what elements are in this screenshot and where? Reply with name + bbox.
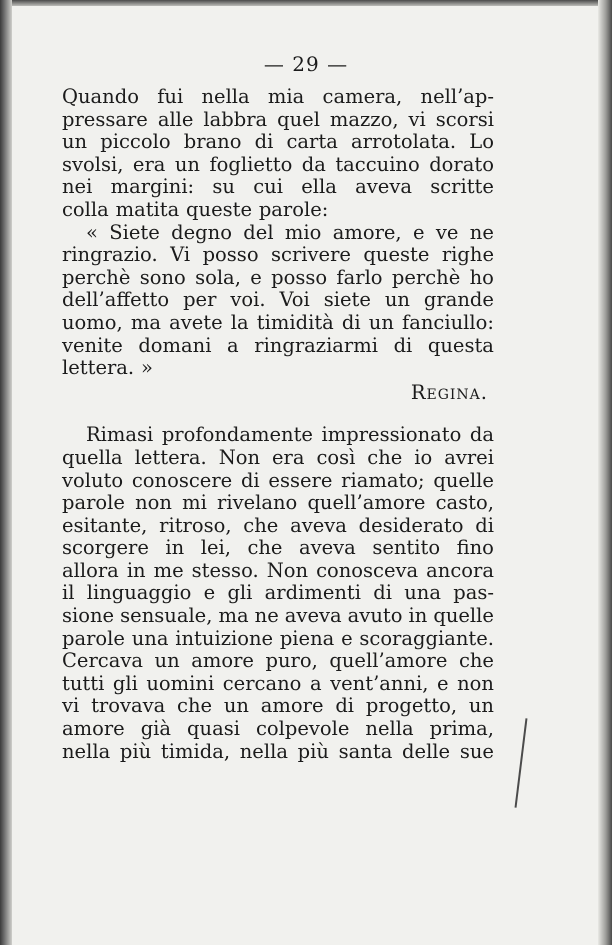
word: arrotolata. [351, 130, 457, 154]
word: il [62, 581, 75, 605]
word: conoscere [131, 468, 233, 492]
word: aveva [298, 536, 356, 560]
word: scoraggiante. [359, 626, 494, 650]
word: una [131, 626, 169, 650]
word: Voi [279, 288, 310, 312]
text-line [62, 515, 494, 538]
word: allora [62, 558, 119, 582]
word: matita [115, 197, 180, 221]
word: avete [169, 310, 223, 334]
word: perchè [62, 265, 131, 289]
word: uomo, [62, 310, 123, 334]
word: e [341, 626, 353, 650]
word: labbra [203, 107, 268, 131]
word: farlo [336, 265, 383, 289]
text-line [62, 335, 494, 358]
word: perchè [391, 265, 461, 289]
text-line [62, 267, 494, 290]
word: dorato [429, 152, 494, 176]
word: Lo [469, 130, 494, 154]
word: ma [218, 604, 249, 628]
word: gli [112, 671, 138, 695]
word: un [174, 152, 200, 176]
word: da [469, 423, 494, 447]
word: timidità [256, 310, 334, 334]
word: siete [323, 288, 371, 312]
text-line [62, 176, 494, 199]
word: trovava [91, 694, 166, 718]
word: ne [469, 220, 494, 244]
book-spine-shadow [0, 0, 12, 945]
word: ho [469, 265, 494, 289]
scan-right-edge [598, 0, 612, 945]
word: un [154, 649, 180, 673]
word: di [373, 581, 392, 605]
text-line [62, 741, 494, 764]
word: e [412, 220, 425, 244]
text-line [62, 244, 494, 267]
word: di [254, 130, 274, 154]
word: un [384, 288, 410, 312]
word: mia [267, 85, 305, 108]
text-line [62, 628, 494, 651]
word: grande [423, 288, 494, 312]
text-line [62, 673, 494, 696]
word: taccuino [335, 152, 420, 176]
word: in [165, 536, 185, 560]
word: desiderato [358, 513, 464, 537]
word: linguaggio [86, 581, 192, 605]
word: piena [279, 626, 335, 650]
word: e [250, 265, 262, 289]
word: « [86, 220, 98, 244]
word: essere [268, 468, 333, 492]
signature [62, 382, 494, 405]
word: nell’ap- [420, 85, 494, 108]
text-line [62, 492, 494, 515]
text-line [62, 199, 494, 222]
word: io [414, 445, 433, 469]
word: un [62, 130, 88, 154]
word: timida, [160, 739, 231, 763]
word: progetto, [365, 694, 458, 718]
word: del [243, 220, 274, 244]
word: posso [271, 265, 328, 289]
word: ne [254, 604, 279, 628]
word: a [309, 671, 322, 695]
word: margini: [110, 175, 195, 199]
text-line [62, 650, 494, 673]
word: intuizione [175, 626, 274, 650]
text-line [62, 131, 494, 154]
word: puro, [265, 649, 318, 673]
word: sensuale, [120, 604, 213, 628]
word: pas- [453, 581, 494, 605]
word: di [475, 513, 494, 537]
text-line [62, 582, 494, 605]
word: non [457, 671, 494, 695]
word: quel [277, 107, 320, 131]
text-line [62, 718, 494, 741]
word: camera, [322, 85, 403, 108]
word: casto, [435, 491, 494, 515]
word: scorgere [62, 536, 149, 560]
word: » [140, 356, 153, 380]
word: domani [138, 333, 212, 357]
word: ringraziarmi [254, 333, 378, 357]
text-line [62, 222, 494, 245]
word: di [335, 694, 355, 718]
word: nella [62, 739, 111, 763]
word: aveva [284, 604, 342, 628]
word: lettera. [134, 445, 207, 469]
word: brano [183, 130, 242, 154]
word: tutti [62, 671, 105, 695]
word: quelle [433, 604, 494, 628]
word: rivelano [217, 491, 298, 515]
word: di [240, 468, 260, 492]
word: che [243, 513, 279, 537]
paragraph-gap [62, 404, 494, 424]
word: ardimenti [264, 581, 361, 605]
word: mi [182, 491, 207, 515]
word: quella [62, 445, 123, 469]
word: che [247, 536, 283, 560]
word: la [230, 310, 249, 334]
word: non [135, 491, 172, 515]
word: colla [62, 197, 109, 221]
word: nella [201, 85, 250, 108]
word: cui [253, 175, 283, 199]
word: amore [260, 694, 324, 718]
word: Vi [170, 243, 191, 267]
word: ritroso, [159, 513, 232, 537]
word: nella [239, 739, 288, 763]
word: ma [130, 310, 161, 334]
word: amore [62, 717, 125, 741]
word: Rimasi [86, 423, 154, 447]
word: Cercava [62, 649, 143, 673]
word: nei [62, 175, 93, 199]
word: questa [427, 333, 494, 357]
word: fanciullo: [402, 310, 494, 334]
word: profondamente [161, 423, 313, 447]
word: quasi [187, 717, 240, 741]
word: più [297, 739, 329, 763]
word: fino [456, 536, 494, 560]
word: voluto [62, 468, 124, 492]
word: amore, [332, 220, 402, 244]
word: lei, [200, 536, 231, 560]
word: esitante, [62, 513, 148, 537]
word: degno [171, 220, 232, 244]
text-line [62, 289, 494, 312]
word: nella [365, 717, 414, 741]
word: un [223, 694, 249, 718]
word: Siete [109, 220, 160, 244]
word: vi [408, 107, 426, 131]
text-line [62, 447, 494, 470]
word: riamato; [341, 468, 425, 492]
word: svolsi, [62, 152, 124, 176]
word: quell’amore [307, 491, 426, 515]
word: quelle [433, 468, 494, 492]
word: amore [191, 649, 254, 673]
word: sentito [372, 536, 441, 560]
word: aveva [290, 513, 347, 537]
text-line [62, 560, 494, 583]
word: carta [286, 130, 338, 154]
word: colpevole [255, 717, 350, 741]
word: sola, [195, 265, 241, 289]
word: su [212, 175, 235, 199]
page-number: — 29 — [263, 52, 349, 76]
word: voi. [230, 288, 266, 312]
word: ancora [426, 558, 494, 582]
word: conosceva [316, 558, 419, 582]
text-line [62, 605, 494, 628]
word: ve [435, 220, 459, 244]
text-line [62, 470, 494, 493]
word: che [367, 445, 403, 469]
word: scrivere [271, 243, 351, 267]
word: santa [338, 739, 393, 763]
word: uomini [146, 671, 215, 695]
text-line [62, 695, 494, 718]
word: parole: [258, 197, 329, 221]
word: queste [363, 243, 430, 267]
word: impressionato [321, 423, 462, 447]
word: Quando [62, 85, 139, 108]
word: ella [301, 175, 337, 199]
text-line [62, 86, 494, 109]
word: me [153, 558, 184, 582]
word: e [203, 581, 216, 605]
word: queste [186, 197, 253, 221]
word: fui [157, 85, 184, 108]
word: di [341, 310, 361, 334]
word: che [458, 649, 494, 673]
word: di [393, 333, 413, 357]
word: mio [284, 220, 322, 244]
word: un [368, 310, 394, 334]
word: a [227, 333, 239, 357]
text-line [62, 357, 494, 380]
word: stesso. [191, 558, 259, 582]
word: da [301, 152, 326, 176]
word: pressare [62, 107, 148, 131]
word: avrei [444, 445, 494, 469]
word: e [437, 671, 449, 695]
word: avuto [347, 604, 403, 628]
word: sione [62, 604, 115, 628]
word: per [183, 288, 217, 312]
word: era [272, 445, 305, 469]
word: Non [218, 445, 261, 469]
word: ringrazio. [62, 243, 158, 267]
word: venite [62, 333, 123, 357]
word: righe [441, 243, 494, 267]
word: quell’amore [329, 649, 448, 673]
word: era [132, 152, 166, 176]
text-line [62, 537, 494, 560]
word: mazzo, [329, 107, 399, 131]
word: cercano [222, 671, 302, 695]
word: in [126, 558, 146, 582]
word: Non [266, 558, 309, 582]
word: in [408, 604, 428, 628]
word: posso [202, 243, 259, 267]
word: prima, [429, 717, 494, 741]
word: che [177, 694, 213, 718]
word: aveva [355, 175, 412, 199]
word: foglietto [209, 152, 293, 176]
word: sue [459, 739, 494, 763]
word: piccolo [100, 130, 171, 154]
word: parole [62, 626, 125, 650]
word: un [468, 694, 494, 718]
word: parole [62, 491, 125, 515]
word: lettera. [62, 356, 135, 380]
word: così [316, 445, 356, 469]
word: delle [402, 739, 451, 763]
text-line [62, 312, 494, 335]
word: vi [62, 694, 80, 718]
word: già [140, 717, 172, 741]
word: più [119, 739, 152, 763]
word: alle [157, 107, 194, 131]
text-line [62, 154, 494, 177]
word: scritte [430, 175, 494, 199]
word: dell’affetto [62, 288, 170, 312]
text-line [62, 424, 494, 447]
word: vent’anni, [330, 671, 429, 695]
word: scorsi [435, 107, 494, 131]
signature-text: Regina. [410, 380, 488, 404]
word: una [404, 581, 441, 605]
page-body-text [62, 86, 494, 763]
word: gli [227, 581, 253, 605]
word: sono [139, 265, 186, 289]
text-line [62, 109, 494, 132]
